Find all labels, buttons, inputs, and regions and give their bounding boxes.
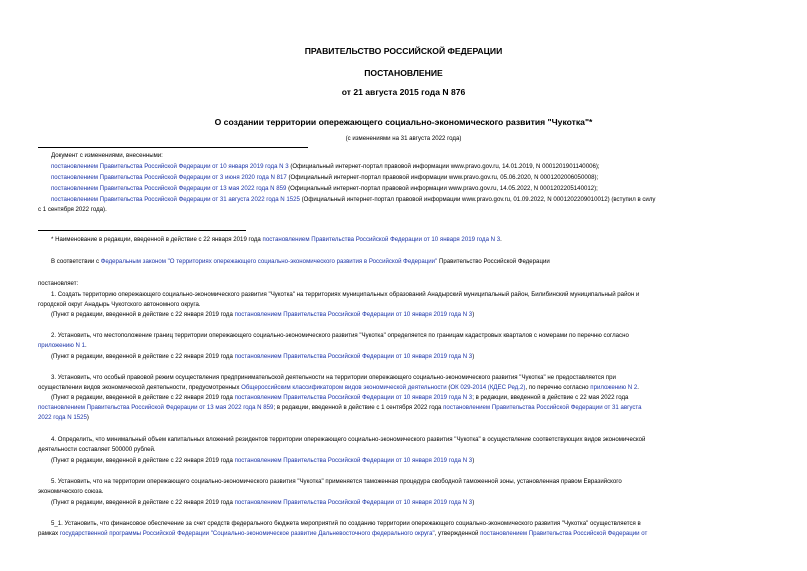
edit-note-link[interactable]: постановлением Правительства Российской Федерации от 10 января 2019 года N 3 bbox=[234, 457, 473, 464]
paragraph-2: 2. Установить, что местоположение границ территории опережающего социально-экономического развития "Чукотка" определяется по границам кадастровых кварталов с номерами по перечню согласно приложению N 1. bbox=[38, 332, 629, 349]
resolution-link[interactable]: постановлением Правительства Российской Федерации от bbox=[480, 530, 648, 537]
paragraph-5: 5. Установить, что на территории опережающего социально-экономического развития "Чукотка" применяется таможенная процедура свободной таможенной зоны, установленная правом Евразийского экономического союза. bbox=[38, 478, 622, 495]
edit-note-link[interactable]: постановлением Правительства Российской Федерации от 10 января 2019 года N 3 bbox=[234, 353, 473, 360]
government-heading: ПРАВИТЕЛЬСТВО РОССИЙСКОЙ ФЕДЕРАЦИИ bbox=[304, 46, 503, 56]
paragraph-4: 4. Определить, что минимальный объем капитальных вложений резидентов территории опережающего социально-экономического развития "Чукотка" в осуществление соответствующих видов экономической деятельности составляет 500000 рублей. bbox=[38, 436, 646, 453]
edit-note-link[interactable]: постановлением Правительства Российской Федерации от 10 января 2019 года N 3 bbox=[234, 499, 473, 506]
appendix-2-link[interactable]: приложению N 2 bbox=[590, 384, 638, 391]
edit-note: (Пункт в редакции, введенной в действие с 22 января 2019 года постановлением Правительства Российской Федерации от 10 января 2019 года N 3) bbox=[51, 499, 475, 506]
amendments-intro: Документ с изменениями, внесенными: bbox=[51, 152, 163, 159]
edit-note: (Пункт в редакции, введенной в действие с 22 января 2019 года постановлением Правительства Российской Федерации от 10 января 2019 года N 3) bbox=[51, 353, 475, 360]
amendment-item: постановлением Правительства Российской Федерации от 31 августа 2022 года N 1525 (Официальный интернет-портал правовой информации www.pravo.gov.ru, 01.09.2022, N 0001202209010012) (вступил в силу bbox=[51, 196, 656, 203]
footnote: * Наименование в редакции, введенной в действие с 22 января 2019 года постановлением Правительства Российской Федерации от 10 января 2019 года N 3. bbox=[51, 236, 502, 243]
federal-law-link[interactable]: Федеральным законом "О территориях опережающего социально-экономического развития в Российской Федерации" bbox=[100, 258, 438, 265]
footnote-link[interactable]: постановлением Правительства Российской Федерации от 10 января 2019 года N 3 bbox=[262, 236, 501, 243]
edit-note-link-3-cont[interactable]: 2022 года N 1525 bbox=[38, 414, 87, 421]
document-title: О создании территории опережающего социально-экономического развития "Чукотка"* bbox=[214, 117, 593, 127]
divider-footnote bbox=[38, 230, 246, 231]
edit-note-link-3[interactable]: постановлением Правительства Российской Федерации от 31 августа bbox=[443, 404, 642, 411]
edit-note-link[interactable]: постановлением Правительства Российской Федерации от 10 января 2019 года N 3 bbox=[234, 394, 473, 401]
state-program-link[interactable]: государственной программы Российской Федерации "Социально-экономическое развитие Дальневосточного федерального округа" bbox=[59, 530, 435, 537]
amendment-link[interactable]: постановлением Правительства Российской Федерации от 31 августа 2022 года N 1525 bbox=[51, 196, 300, 203]
postanovlyaet: постановляет: bbox=[38, 280, 79, 287]
edit-note-link-2[interactable]: постановлением Правительства Российской Федерации от 13 мая 2022 года N 859 bbox=[38, 404, 274, 411]
edit-note: (Пункт в редакции, введенной в действие с 22 января 2019 года постановлением Правительства Российской Федерации от 10 января 2019 года N 3) bbox=[51, 457, 475, 464]
paragraph-1: 1. Создать территорию опережающего социально-экономического развития "Чукотка" на территориях муниципальных образований Анадырский муниципальный район, Билибинский муниципальный район и городской округ Анадырь Чукотского автономного округа. bbox=[38, 291, 640, 308]
edit-note-link[interactable]: постановлением Правительства Российской Федерации от 10 января 2019 года N 3 bbox=[234, 311, 473, 318]
changes-note: (с изменениями на 31 августа 2022 года) bbox=[345, 135, 462, 142]
divider-top bbox=[38, 147, 308, 148]
amendment-link[interactable]: постановлением Правительства Российской Федерации от 3 июня 2020 года N 817 bbox=[51, 174, 287, 181]
preamble: В соответствии с Федеральным законом "О территориях опережающего социально-экономического развития в Российской Федерации" Правительство Российской Федерации bbox=[51, 258, 550, 265]
paragraph-5-1: 5_1. Установить, что финансовое обеспечение за счет средств федерального бюджета мероприятий по созданию территории опережающего социально-экономического развития "Чукотка" осуществляется в рамках государственной программы Российской Федерации "Социально-экономическое развитие Дальневосточного федерального округа", утвержденной постановлением Правительства Российской Федерации от bbox=[38, 520, 648, 537]
edit-note: (Пункт в редакции, введенной в действие с 22 января 2019 года постановлением Правительства Российской Федерации от 10 января 2019 года N 3) bbox=[51, 311, 475, 318]
amendment-link[interactable]: постановлением Правительства Российской Федерации от 10 января 2019 года N 3 bbox=[51, 163, 289, 170]
amendment-item: постановлением Правительства Российской Федерации от 10 января 2019 года N 3 (Официальный интернет-портал правовой информации www.pravo.gov.ru, 14.01.2019, N 0001201901140006); bbox=[51, 163, 600, 170]
ok-029-link[interactable]: ОК 029-2014 (КДЕС Ред.2) bbox=[450, 384, 526, 391]
amendment-item: постановлением Правительства Российской Федерации от 3 июня 2020 года N 817 (Официальный интернет-портал правовой информации www.pravo.gov.ru, 05.06.2020, N 0001202006050008); bbox=[51, 174, 599, 181]
document-type: ПОСТАНОВЛЕНИЕ bbox=[364, 68, 443, 78]
amendment-link[interactable]: постановлением Правительства Российской Федерации от 13 мая 2022 года N 859 bbox=[51, 185, 287, 192]
paragraph-3: 3. Установить, что особый правовой режим осуществления предпринимательской деятельности на территории опережающего социально-экономического развития "Чукотка" не предоставляется при осуществлении видов экономической деятельности, предусмотренных Общероссийским классификатором видов экономической деятельности (ОК 029-2014 (КДЕС Ред.2), по перечню согласно приложению N 2. bbox=[38, 374, 639, 391]
document-date-number: от 21 августа 2015 года N 876 bbox=[341, 87, 466, 97]
paragraph-3-edit-note: (Пункт в редакции, введенной в действие с 22 января 2019 года постановлением Правительства Российской Федерации от 10 января 2019 года N 3; в редакции, введенной в действие с 22 мая 2022 года постановлением Правительства Российской Федерации от 13 мая 2022 года N 859; в редакции, введенной в действие с 1 сентября 2022 года постановлением Правительства Российской Федерации от 31 августа 2022 года N 1525) bbox=[38, 394, 642, 421]
amendment-item: постановлением Правительства Российской Федерации от 13 мая 2022 года N 859 (Официальный интернет-портал правовой информации www.pravo.gov.ru, 14.05.2022, N 0001202205140012); bbox=[51, 185, 598, 192]
okved-link[interactable]: Общероссийским классификатором видов экономической деятельности bbox=[241, 384, 447, 391]
amendment-item-continuation: с 1 сентября 2022 года). bbox=[38, 206, 107, 213]
appendix-1-link[interactable]: приложению N 1 bbox=[38, 342, 86, 349]
